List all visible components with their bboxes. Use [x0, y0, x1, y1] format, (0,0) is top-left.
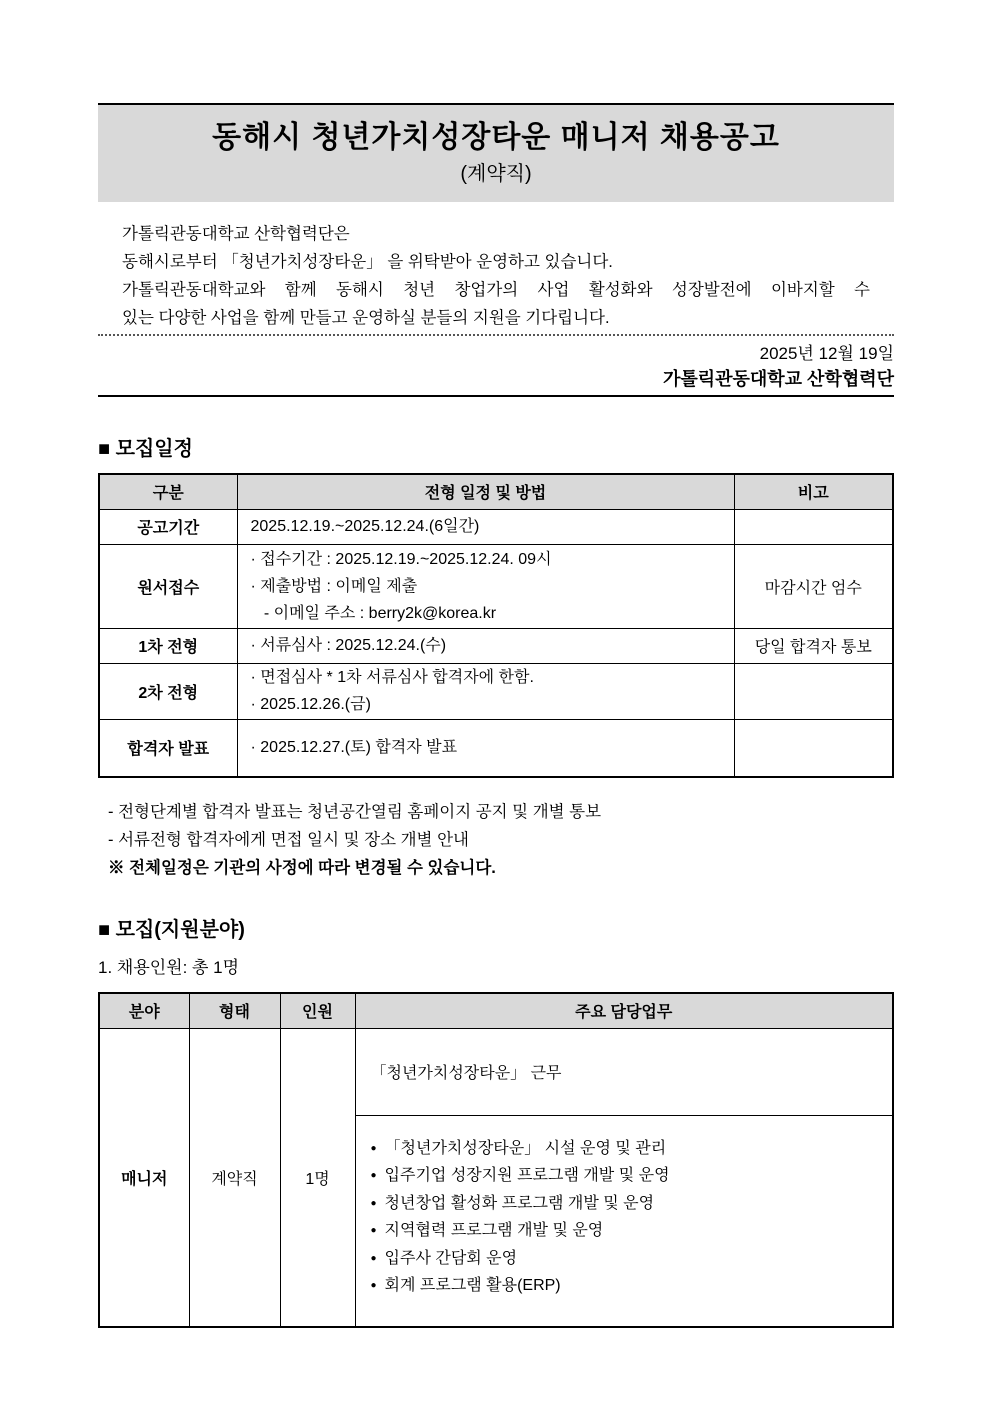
recruit-header-row	[99, 993, 893, 1028]
bullet-icon: ●	[370, 1197, 377, 1209]
duty-location-cell: 「청년가치성장타운」 근무	[355, 1028, 893, 1115]
recruit-headcount: 1. 채용인원: 총 1명	[98, 958, 240, 977]
table-row-first-round	[99, 628, 893, 663]
note-line: ※ 전체일정은 기관의 사정에 따라 변경될 수 있습니다.	[108, 859, 496, 877]
bullet-icon: ●	[370, 1170, 377, 1181]
table-row-final-announcement	[99, 719, 893, 777]
row-detail	[237, 628, 734, 663]
row-detail	[237, 509, 734, 544]
duty-item	[371, 1190, 893, 1218]
row-remark	[734, 719, 893, 777]
intro-line: 동해시로부터 「청년가치성장타운」 을 위탁받아 운영하고 있습니다.	[122, 253, 613, 271]
row-detail	[237, 663, 734, 719]
column-header-method: 전형 일정 및 방법	[237, 474, 734, 509]
field-name-cell: 매니저	[99, 1028, 189, 1327]
column-header-category: 구분	[99, 474, 237, 509]
duty-item	[371, 1217, 893, 1245]
duty-text: 회계 프로그램 활용(ERP)	[384, 1277, 561, 1294]
row-remark	[734, 663, 893, 719]
detail-line: · 제출방법 : 이메일 제출	[250, 577, 418, 595]
table-row-second-round	[99, 663, 893, 719]
row-remark	[734, 509, 893, 544]
duty-text: 「청년가치성장타운」 시설 운영 및 관리	[384, 1139, 667, 1157]
note-line: - 서류전형 합격자에게 면접 일시 및 장소 개별 안내	[108, 831, 469, 849]
row-remark: 마감시간 엄수	[734, 544, 893, 628]
row-remark: 당일 합격자 통보	[734, 628, 893, 663]
schedule-notes	[98, 798, 894, 882]
duty-text: 청년창업 활성화 프로그램 개발 및 운영	[384, 1194, 655, 1212]
schedule-header-row	[99, 474, 893, 509]
recruit-row-top	[99, 1028, 893, 1115]
column-header-type: 형태	[189, 993, 280, 1028]
intro-paragraph	[98, 220, 894, 332]
table-row-notice-period	[99, 509, 893, 544]
schedule-section-heading: ■ 모집일정	[98, 438, 193, 460]
row-label: 공고기간	[99, 509, 237, 544]
duty-item	[371, 1162, 893, 1190]
detail-line: - 이메일 주소 : berry2k@korea.kr	[250, 604, 497, 622]
detail-line: 2025.12.19.~2025.12.24.(6일간)	[250, 518, 480, 535]
solid-divider	[98, 395, 894, 397]
duty-item	[371, 1272, 893, 1300]
duty-item	[371, 1135, 893, 1163]
signature-block	[98, 342, 894, 392]
duty-item	[371, 1245, 893, 1273]
duty-text: 입주기업 성장지원 프로그램 개발 및 운영	[384, 1167, 670, 1184]
column-header-field: 분야	[99, 993, 189, 1028]
row-label: 1차 전형	[99, 628, 237, 663]
column-header-duties: 주요 담당업무	[355, 993, 893, 1028]
title-banner	[98, 103, 894, 202]
headcount-cell: 1명	[280, 1028, 355, 1327]
detail-line: · 서류심사 : 2025.12.24.(수)	[250, 637, 447, 654]
duty-text: 지역협력 프로그램 개발 및 운영	[384, 1222, 604, 1239]
note-line: - 전형단계별 합격자 발표는 청년공간열림 홈페이지 공지 및 개별 통보	[108, 803, 602, 821]
detail-line: · 2025.12.26.(금)	[250, 696, 371, 713]
row-label: 2차 전형	[99, 663, 237, 719]
bullet-icon: ●	[370, 1225, 377, 1236]
bullet-icon: ●	[370, 1280, 377, 1291]
announcement-date: 2025년 12월 19일	[759, 344, 894, 363]
row-detail	[237, 544, 734, 628]
row-label: 합격자 발표	[99, 719, 237, 777]
recruit-table	[98, 992, 894, 1328]
organization-name: 가톨릭관동대학교 산학협력단	[662, 369, 894, 389]
document-title: 동해시 청년가치성장타운 매니저 채용공고	[212, 121, 780, 154]
row-label: 원서접수	[99, 544, 237, 628]
duty-list-cell	[355, 1115, 893, 1327]
bullet-icon: ●	[370, 1142, 377, 1154]
employment-type-cell: 계약직	[189, 1028, 280, 1327]
document-subtitle: (계약직)	[460, 163, 532, 185]
duty-text: 입주사 간담회 운영	[384, 1249, 518, 1267]
intro-line: 있는 다양한 사업을 함께 만들고 운영하실 분들의 지원을 기다립니다.	[122, 309, 610, 327]
detail-line: · 2025.12.27.(토) 합격자 발표	[250, 739, 458, 757]
column-header-remark: 비고	[734, 474, 893, 509]
row-detail	[237, 719, 734, 777]
detail-line: · 면접심사 * 1차 서류심사 합격자에 한함.	[250, 669, 534, 686]
table-row-application	[99, 544, 893, 628]
schedule-table	[98, 473, 894, 778]
detail-line: · 접수기간 : 2025.12.19.~2025.12.24. 09시	[250, 550, 552, 568]
dotted-divider	[98, 334, 894, 336]
column-header-count: 인원	[280, 993, 355, 1028]
bullet-icon: ●	[370, 1252, 377, 1264]
intro-line: 가톨릭관동대학교와 함께 동해시 청년 창업가의 사업 활성화와 성장발전에 이바지할 수	[122, 281, 870, 299]
intro-line: 가톨릭관동대학교 산학협력단은	[122, 225, 350, 243]
recruit-section-heading: ■ 모집(지원분야)	[98, 919, 245, 941]
